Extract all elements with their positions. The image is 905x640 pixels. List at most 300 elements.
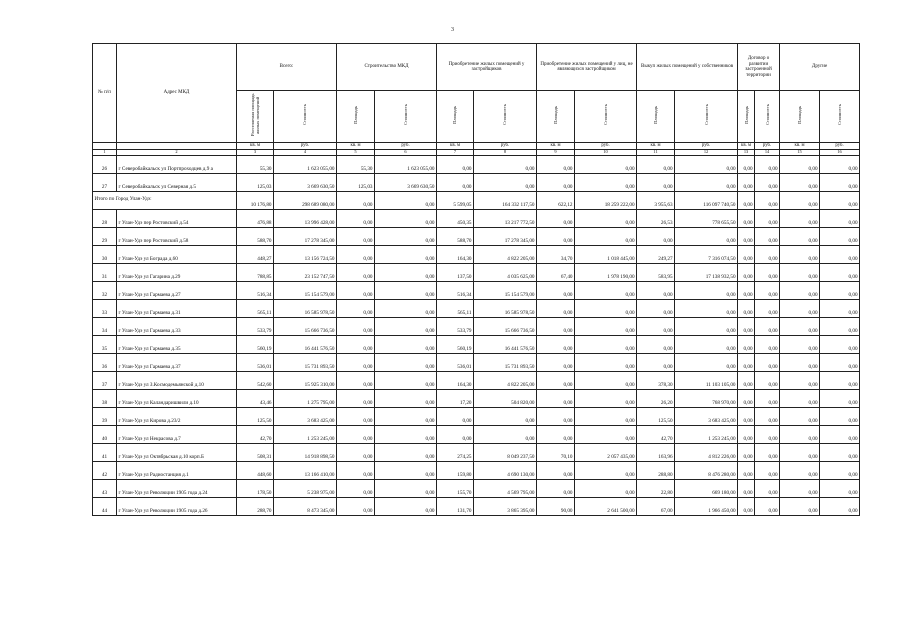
- value-cell: 0,00: [637, 299, 675, 317]
- address-cell: г Улан-Удэ ул Каландаришвили д.10: [117, 389, 237, 407]
- value-cell: 0,00: [755, 317, 780, 335]
- value-cell: 125,50: [637, 407, 675, 425]
- value-cell: 1 623 055,00: [274, 155, 337, 173]
- header-group-non-developers: Приобретение жилых помещений у лиц, не являющихся застройщиком: [537, 44, 637, 91]
- header-sub: Площадь: [637, 91, 675, 143]
- value-cell: 0,00: [537, 209, 575, 227]
- value-cell: 298 689 080,00: [274, 191, 337, 209]
- value-cell: 4 569 795,00: [474, 479, 537, 497]
- header-sub: Площадь: [780, 91, 820, 143]
- value-cell: 55,30: [337, 155, 375, 173]
- address-cell: г Улан-Удэ ул Гармаева д.33: [117, 317, 237, 335]
- value-cell: 26,53: [637, 209, 675, 227]
- value-cell: 0,00: [437, 173, 474, 191]
- table-row: [93, 461, 860, 479]
- row-number: 38: [93, 389, 117, 407]
- value-cell: 0,00: [780, 173, 820, 191]
- table-row: [93, 371, 860, 389]
- value-cell: 0,00: [474, 155, 537, 173]
- value-cell: 0,00: [780, 407, 820, 425]
- value-cell: 2 057 435,00: [575, 443, 637, 461]
- value-cell: 1 966 450,00: [675, 497, 738, 515]
- value-cell: 0,00: [575, 407, 637, 425]
- value-cell: 0,00: [780, 317, 820, 335]
- value-cell: 0,00: [755, 299, 780, 317]
- value-cell: 0,00: [637, 317, 675, 335]
- unit: руб.: [575, 142, 637, 149]
- value-cell: 43,46: [237, 389, 274, 407]
- unit: руб.: [755, 142, 780, 149]
- value-cell: 0,00: [375, 299, 437, 317]
- address-cell: г Улан-Удэ пер Ростовский д.58: [117, 227, 237, 245]
- value-cell: 565,11: [237, 299, 274, 317]
- col-number: 5: [337, 149, 375, 155]
- value-cell: 8 476 280,00: [675, 461, 738, 479]
- value-cell: 0,00: [738, 281, 755, 299]
- value-cell: 0,00: [575, 461, 637, 479]
- value-cell: 4 035 625,00: [474, 263, 537, 281]
- value-cell: 0,00: [375, 317, 437, 335]
- value-cell: 0,00: [375, 335, 437, 353]
- col-number: 10: [575, 149, 637, 155]
- unit: кв. м: [437, 142, 474, 149]
- value-cell: 0,00: [537, 317, 575, 335]
- value-cell: 0,00: [337, 191, 375, 209]
- row-number: 34: [93, 317, 117, 335]
- value-cell: 0,00: [375, 281, 437, 299]
- address-cell: г Улан-Удэ ул Радиостанция д.1: [117, 461, 237, 479]
- value-cell: 0,00: [780, 209, 820, 227]
- value-cell: 669 180,00: [675, 479, 738, 497]
- row-number: 31: [93, 263, 117, 281]
- value-cell: 0,00: [537, 479, 575, 497]
- value-cell: 4 822 205,00: [474, 245, 537, 263]
- value-cell: 0,00: [780, 191, 820, 209]
- row-number: 29: [93, 227, 117, 245]
- value-cell: 0,00: [375, 443, 437, 461]
- value-cell: 1 253 245,00: [274, 425, 337, 443]
- value-cell: 7 316 074,50: [675, 245, 738, 263]
- value-cell: 768 970,00: [675, 389, 738, 407]
- value-cell: 0,00: [375, 497, 437, 515]
- value-cell: 0,00: [337, 299, 375, 317]
- value-cell: 0,00: [675, 155, 738, 173]
- value-cell: 0,00: [575, 227, 637, 245]
- value-cell: 0,00: [820, 281, 860, 299]
- value-cell: 0,00: [637, 227, 675, 245]
- value-cell: 448,60: [237, 461, 274, 479]
- value-cell: 0,00: [820, 227, 860, 245]
- value-cell: 0,00: [575, 209, 637, 227]
- header-sub: Площадь: [537, 91, 575, 143]
- value-cell: 0,00: [337, 407, 375, 425]
- value-cell: 0,00: [337, 497, 375, 515]
- value-cell: 0,00: [738, 263, 755, 281]
- value-cell: 1 978 190,00: [575, 263, 637, 281]
- unit: кв. м: [738, 142, 755, 149]
- value-cell: 249,27: [637, 245, 675, 263]
- value-cell: 4 812 226,00: [675, 443, 738, 461]
- value-cell: 0,00: [675, 335, 738, 353]
- table-row: [93, 299, 860, 317]
- value-cell: 34,70: [537, 245, 575, 263]
- value-cell: 588,70: [237, 227, 274, 245]
- value-cell: 15 925 310,00: [274, 371, 337, 389]
- value-cell: 0,00: [337, 335, 375, 353]
- address-cell: г Улан-Удэ ул Кирова д.23/2: [117, 407, 237, 425]
- value-cell: 0,00: [575, 317, 637, 335]
- value-cell: 0,00: [755, 461, 780, 479]
- value-cell: 0,00: [637, 155, 675, 173]
- value-cell: 0,00: [575, 479, 637, 497]
- unit: руб.: [474, 142, 537, 149]
- col-number: 8: [474, 149, 537, 155]
- value-cell: 0,00: [780, 299, 820, 317]
- value-cell: 10 176,80: [237, 191, 274, 209]
- value-cell: 0,00: [337, 263, 375, 281]
- value-cell: 125,03: [237, 173, 274, 191]
- value-cell: 1 253 245,00: [675, 425, 738, 443]
- value-cell: 0,00: [337, 371, 375, 389]
- header-address: Адрес МКД: [117, 44, 237, 143]
- value-cell: 0,00: [820, 335, 860, 353]
- value-cell: 0,00: [755, 245, 780, 263]
- col-number: 11: [637, 149, 675, 155]
- value-cell: 15 666 736,50: [274, 317, 337, 335]
- value-cell: 42,70: [637, 425, 675, 443]
- table-body: [93, 155, 860, 515]
- value-cell: 288,80: [637, 461, 675, 479]
- value-cell: 15 154 579,00: [274, 281, 337, 299]
- value-cell: 565,11: [437, 299, 474, 317]
- value-cell: 0,00: [755, 497, 780, 515]
- value-cell: 0,00: [780, 497, 820, 515]
- header-group-total: Всего:: [237, 44, 337, 91]
- value-cell: 0,00: [375, 425, 437, 443]
- value-cell: 0,00: [780, 461, 820, 479]
- table-row: [93, 497, 860, 515]
- value-cell: 137,50: [437, 263, 474, 281]
- value-cell: 15 731 893,50: [274, 353, 337, 371]
- header-group-construction: Строительство МКД: [337, 44, 437, 91]
- header-sub: Площадь: [738, 91, 755, 143]
- value-cell: 0,00: [755, 443, 780, 461]
- value-cell: 542,60: [237, 371, 274, 389]
- value-cell: 0,00: [755, 209, 780, 227]
- value-cell: 0,00: [820, 155, 860, 173]
- value-cell: 0,00: [375, 371, 437, 389]
- value-cell: 0,00: [755, 371, 780, 389]
- row-number: 37: [93, 371, 117, 389]
- row-number: 35: [93, 335, 117, 353]
- header-row-groups: [93, 44, 860, 91]
- value-cell: 13 156 724,50: [274, 245, 337, 263]
- value-cell: 0,00: [337, 443, 375, 461]
- value-cell: 0,00: [755, 425, 780, 443]
- header-group-developers: Приобретение жилых помещений у застройщиков: [437, 44, 537, 91]
- value-cell: 0,00: [575, 335, 637, 353]
- value-cell: 4 690 130,00: [474, 461, 537, 479]
- value-cell: 16 585 978,50: [474, 299, 537, 317]
- row-number: 27: [93, 173, 117, 191]
- header-sub: Стоимость: [755, 91, 780, 143]
- resettlement-table: [92, 43, 860, 516]
- value-cell: 533,79: [237, 317, 274, 335]
- value-cell: 0,00: [780, 371, 820, 389]
- unit: кв. м: [537, 142, 575, 149]
- value-cell: 0,00: [755, 281, 780, 299]
- value-cell: 378,30: [637, 371, 675, 389]
- col-number: 15: [780, 149, 820, 155]
- header-sub: Стоимость: [274, 91, 337, 143]
- value-cell: 0,00: [820, 299, 860, 317]
- header-sub: Стоимость: [820, 91, 860, 143]
- value-cell: 0,00: [738, 209, 755, 227]
- value-cell: 0,00: [755, 353, 780, 371]
- value-cell: 0,00: [738, 155, 755, 173]
- value-cell: 163,96: [637, 443, 675, 461]
- value-cell: 516,34: [437, 281, 474, 299]
- value-cell: 8 473 345,00: [274, 497, 337, 515]
- value-cell: 288,70: [237, 497, 274, 515]
- value-cell: 164,30: [437, 371, 474, 389]
- address-cell: г Северобайкальск ул Северная д.5: [117, 173, 237, 191]
- value-cell: 0,00: [755, 173, 780, 191]
- value-cell: 448,27: [237, 245, 274, 263]
- row-number: 39: [93, 407, 117, 425]
- value-cell: 0,00: [575, 425, 637, 443]
- row-number: 42: [93, 461, 117, 479]
- value-cell: 17 278 345,00: [274, 227, 337, 245]
- address-cell: г Улан-Удэ ул Гармаева д.35: [117, 335, 237, 353]
- value-cell: 0,00: [820, 245, 860, 263]
- value-cell: 0,00: [337, 227, 375, 245]
- value-cell: 16 585 978,50: [274, 299, 337, 317]
- value-cell: 0,00: [675, 281, 738, 299]
- value-cell: 17 278 345,00: [474, 227, 537, 245]
- unit: руб.: [675, 142, 738, 149]
- value-cell: 90,00: [537, 497, 575, 515]
- value-cell: 0,00: [474, 425, 537, 443]
- table-row: [93, 245, 860, 263]
- value-cell: 0,00: [675, 173, 738, 191]
- table-row: [93, 479, 860, 497]
- table-row: [93, 335, 860, 353]
- value-cell: 0,00: [375, 407, 437, 425]
- value-cell: 0,00: [575, 371, 637, 389]
- value-cell: 0,00: [537, 425, 575, 443]
- value-cell: 0,00: [337, 317, 375, 335]
- value-cell: 14 918 898,50: [274, 443, 337, 461]
- address-cell: г Улан-Удэ ул Гагарина д.29: [117, 263, 237, 281]
- value-cell: 0,00: [537, 155, 575, 173]
- header-sub: Площадь: [437, 91, 474, 143]
- value-cell: 0,00: [675, 299, 738, 317]
- value-cell: 588,70: [437, 227, 474, 245]
- value-cell: 0,00: [375, 227, 437, 245]
- address-cell: г Улан-Удэ ул Революции 1905 года д.24: [117, 479, 237, 497]
- value-cell: 2 641 500,00: [575, 497, 637, 515]
- table-row: [93, 155, 860, 173]
- address-cell: г Улан-Удэ ул Гармаева д.27: [117, 281, 237, 299]
- value-cell: 583,95: [637, 263, 675, 281]
- col-number: 12: [675, 149, 738, 155]
- row-number: 32: [93, 281, 117, 299]
- header-sub: Стоимость: [474, 91, 537, 143]
- header-sub: Стоимость: [375, 91, 437, 143]
- value-cell: 178,50: [237, 479, 274, 497]
- value-cell: 0,00: [820, 317, 860, 335]
- value-cell: 622,12: [537, 191, 575, 209]
- value-cell: 0,00: [537, 227, 575, 245]
- value-cell: 155,70: [437, 479, 474, 497]
- value-cell: 8 049 237,50: [474, 443, 537, 461]
- value-cell: 0,00: [738, 299, 755, 317]
- value-cell: 3 683 425,00: [274, 407, 337, 425]
- value-cell: 0,00: [820, 407, 860, 425]
- row-number: 40: [93, 425, 117, 443]
- value-cell: 15 731 893,50: [474, 353, 537, 371]
- value-cell: 0,00: [738, 479, 755, 497]
- value-cell: 42,70: [237, 425, 274, 443]
- value-cell: 116 097 740,50: [675, 191, 738, 209]
- address-cell: г Улан-Удэ ул З.Космодемьянской д.10: [117, 371, 237, 389]
- value-cell: 0,00: [537, 299, 575, 317]
- value-cell: 1 275 795,00: [274, 389, 337, 407]
- value-cell: 0,00: [820, 353, 860, 371]
- value-cell: 0,00: [537, 353, 575, 371]
- row-number: 28: [93, 209, 117, 227]
- col-number: 9: [537, 149, 575, 155]
- header-sub: Площадь: [337, 91, 375, 143]
- value-cell: 0,00: [474, 407, 537, 425]
- value-cell: 0,00: [820, 371, 860, 389]
- table-row: [93, 209, 860, 227]
- value-cell: 3 865 395,00: [474, 497, 537, 515]
- row-number: 41: [93, 443, 117, 461]
- value-cell: 16 441 576,50: [474, 335, 537, 353]
- unit: кв. м: [237, 142, 274, 149]
- value-cell: 13 166 410,00: [274, 461, 337, 479]
- value-cell: 508,31: [237, 443, 274, 461]
- value-cell: 0,00: [820, 173, 860, 191]
- value-cell: 0,00: [820, 497, 860, 515]
- value-cell: 536,01: [437, 353, 474, 371]
- value-cell: 0,00: [780, 227, 820, 245]
- value-cell: 67,40: [537, 263, 575, 281]
- value-cell: 0,00: [780, 281, 820, 299]
- value-cell: 0,00: [820, 425, 860, 443]
- value-cell: 0,00: [337, 479, 375, 497]
- value-cell: 131,70: [437, 497, 474, 515]
- value-cell: 0,00: [820, 191, 860, 209]
- value-cell: 0,00: [637, 353, 675, 371]
- value-cell: 0,00: [755, 389, 780, 407]
- value-cell: 0,00: [738, 443, 755, 461]
- value-cell: 0,00: [738, 461, 755, 479]
- value-cell: 788,85: [237, 263, 274, 281]
- row-number: 33: [93, 299, 117, 317]
- table-row: [93, 281, 860, 299]
- value-cell: 11 103 105,00: [675, 371, 738, 389]
- value-cell: 0,00: [738, 173, 755, 191]
- header-sub: Стоимость: [675, 91, 738, 143]
- value-cell: 0,00: [780, 245, 820, 263]
- address-cell: г Улан-Удэ ул Некрасова д.7: [117, 425, 237, 443]
- value-cell: 0,00: [474, 173, 537, 191]
- value-cell: 0,00: [375, 209, 437, 227]
- value-cell: 5 238 975,00: [274, 479, 337, 497]
- unit: руб.: [274, 142, 337, 149]
- row-number: 26: [93, 155, 117, 173]
- value-cell: 0,00: [637, 173, 675, 191]
- value-cell: 0,00: [375, 191, 437, 209]
- col-number: 6: [375, 149, 437, 155]
- table-row: [93, 389, 860, 407]
- value-cell: 0,00: [337, 353, 375, 371]
- value-cell: 0,00: [437, 407, 474, 425]
- unit: кв. м: [337, 142, 375, 149]
- table-row: [93, 227, 860, 245]
- value-cell: 0,00: [738, 353, 755, 371]
- value-cell: 0,00: [738, 245, 755, 263]
- value-cell: 0,00: [675, 227, 738, 245]
- value-cell: 0,00: [755, 335, 780, 353]
- value-cell: 0,00: [575, 173, 637, 191]
- value-cell: 0,00: [755, 155, 780, 173]
- value-cell: 560,19: [437, 335, 474, 353]
- value-cell: 476,88: [237, 209, 274, 227]
- unit: руб.: [375, 142, 437, 149]
- value-cell: 67,00: [637, 497, 675, 515]
- value-cell: 164,30: [437, 245, 474, 263]
- value-cell: 22,80: [637, 479, 675, 497]
- value-cell: 0,00: [738, 497, 755, 515]
- value-cell: 0,00: [755, 407, 780, 425]
- value-cell: 0,00: [337, 281, 375, 299]
- total-row: [93, 191, 860, 209]
- value-cell: 274,25: [437, 443, 474, 461]
- value-cell: 0,00: [337, 389, 375, 407]
- value-cell: 0,00: [375, 263, 437, 281]
- value-cell: 0,00: [738, 389, 755, 407]
- value-cell: 1 018 445,00: [575, 245, 637, 263]
- value-cell: 125,03: [337, 173, 375, 191]
- value-cell: 0,00: [537, 281, 575, 299]
- value-cell: 0,00: [738, 317, 755, 335]
- value-cell: 0,00: [820, 479, 860, 497]
- value-cell: 0,00: [537, 371, 575, 389]
- value-cell: 0,00: [637, 281, 675, 299]
- row-number: 44: [93, 497, 117, 515]
- value-cell: 164 332 117,50: [474, 191, 537, 209]
- value-cell: 16 441 576,50: [274, 335, 337, 353]
- col-number: 14: [755, 149, 780, 155]
- value-cell: 0,00: [375, 353, 437, 371]
- value-cell: 533,79: [437, 317, 474, 335]
- page-number: 3: [451, 27, 454, 33]
- value-cell: 1 623 055,00: [375, 155, 437, 173]
- value-cell: 17 138 932,50: [675, 263, 738, 281]
- value-cell: 3 955,63: [637, 191, 675, 209]
- value-cell: 0,00: [537, 389, 575, 407]
- value-cell: 13 996 428,00: [274, 209, 337, 227]
- value-cell: 23 152 747,50: [274, 263, 337, 281]
- value-cell: 0,00: [780, 479, 820, 497]
- value-cell: 536,01: [237, 353, 274, 371]
- value-cell: 0,00: [738, 371, 755, 389]
- value-cell: 0,00: [537, 407, 575, 425]
